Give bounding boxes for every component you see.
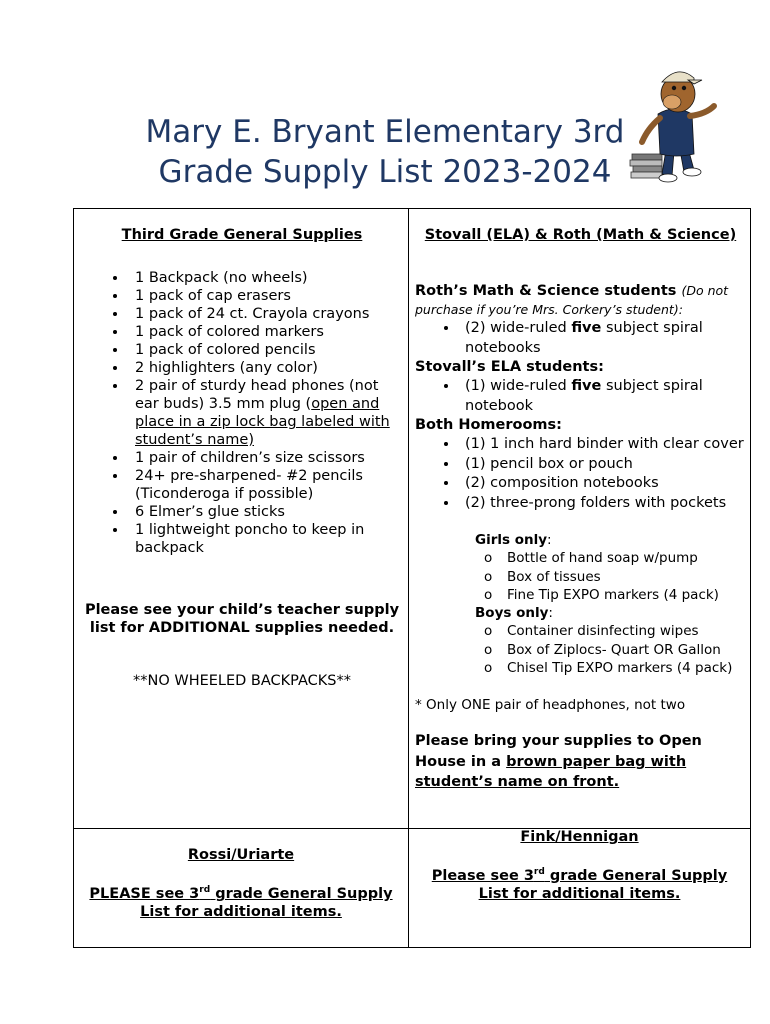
roth-note: (Do not (681, 283, 729, 298)
fink-hennigan-heading: Fink/Hennigan (520, 829, 639, 845)
girls-boys-section (415, 531, 746, 677)
page-title (100, 112, 670, 192)
stovall-roth-heading: Stovall (ELA) & Roth (Math & Science) (424, 227, 737, 243)
list-item: • 6 Elmer’s glue sticks (128, 503, 400, 521)
see-teacher-note: Please see your child’s teacher supply list for ADDITIONAL supplies needed. (84, 602, 400, 636)
item-text: subject spiral notebook (465, 378, 703, 414)
list-item: o Fine Tip EXPO markers (4 pack) (507, 586, 746, 604)
both-label: Both Homerooms (415, 417, 557, 433)
title-line-2: Grade Supply List 2023-2024 (158, 154, 612, 190)
both-homerooms-list (415, 435, 746, 513)
headphones-underlined-text: open and place in a zip lock bag labeled with student’s name) (135, 396, 390, 448)
item-text: (2) wide-ruled (465, 320, 572, 336)
stovall-roth-cell (409, 209, 751, 829)
list-item: • 1 pack of colored pencils (128, 341, 400, 359)
bring-supplies-note (415, 731, 746, 793)
bring-text: Please bring your supplies to Open House in a (415, 733, 702, 770)
superscript: rd (199, 885, 211, 895)
list-item: • (2) three-prong folders with pockets (459, 494, 746, 514)
list-item (459, 319, 746, 358)
bring-underlined-text: brown paper bag with student’s name on front. (415, 753, 687, 791)
list-item: • (1) 1 inch hard binder with clear cover (459, 435, 746, 455)
list-item: • 1 pair of children’s size scissors (128, 449, 400, 467)
rossi-uriarte-heading: Rossi/Uriarte (187, 847, 295, 863)
list-item: • 1 Backpack (no wheels) (128, 269, 400, 287)
list-item: • (1) pencil box or pouch (459, 455, 746, 475)
list-item (128, 377, 400, 449)
rossi-uriarte-cell (74, 829, 409, 948)
list-item: o Box of tissues (507, 568, 746, 586)
supply-table (73, 208, 751, 948)
girls-only-label: Girls only: (475, 532, 552, 548)
item-bold-text: five (571, 320, 602, 336)
both-homerooms-label: Both Homerooms: (415, 417, 562, 433)
bulldog-mascot-icon (628, 58, 722, 188)
list-item: o Chisel Tip EXPO markers (4 pack) (507, 659, 746, 677)
item-text: subject spiral notebooks (465, 320, 703, 356)
list-item (459, 377, 746, 416)
boys-label: Boys only (475, 605, 549, 622)
no-wheeled-backpacks-note: **NO WHEELED BACKPACKS** (132, 673, 351, 689)
list-item: • 1 pack of colored markers (128, 323, 400, 341)
list-item: o Box of Ziplocs- Quart OR Gallon (507, 641, 746, 659)
fink-hennigan-note (417, 863, 742, 903)
list-item: o Bottle of hand soap w/pump (507, 549, 746, 567)
stovall-section-label: Stovall’s ELA students: (415, 359, 604, 375)
list-item: • 24+ pre-sharpened- #2 pencils (Ticonderoga if possible) (128, 467, 400, 503)
boys-only-list (475, 622, 746, 677)
note-text: grade General Supply List for additional items. (478, 867, 728, 902)
note-text: PLEASE see 3 (89, 885, 200, 902)
roth-note-continued: purchase if you’re Mrs. Corkery’s student): (415, 302, 683, 317)
general-supplies-heading: Third Grade General Supplies (121, 227, 363, 243)
item-text: (1) wide-ruled (465, 378, 572, 394)
girls-label: Girls only (475, 532, 548, 548)
general-supplies-cell (74, 209, 409, 829)
list-item: • 2 highlighters (any color) (128, 359, 400, 377)
girls-only-list (475, 549, 746, 604)
general-supplies-list (84, 269, 400, 557)
headphones-note: * Only ONE pair of headphones, not two (415, 697, 686, 714)
roth-section-label (415, 281, 746, 301)
headphones-text: 2 pair of sturdy head phones (not ear buds) 3.5 mm plug ( (135, 378, 379, 412)
list-item: o Container disinfecting wipes (507, 622, 746, 640)
roth-label: Roth’s Math & Science students (415, 283, 677, 299)
title-line-1: Mary E. Bryant Elementary 3rd (145, 114, 625, 150)
boys-only-label: Boys only: (475, 605, 553, 622)
list-item: • 1 lightweight poncho to keep in backpack (128, 521, 400, 557)
list-item: • 1 pack of cap erasers (128, 287, 400, 305)
stovall-list (415, 377, 746, 416)
note-text: grade General Supply List for additional items. (140, 885, 393, 920)
roth-list (415, 319, 746, 358)
fink-hennigan-cell (409, 829, 751, 948)
rossi-uriarte-note (82, 881, 400, 921)
list-item: • 1 pack of 24 ct. Crayola crayons (128, 305, 400, 323)
superscript: rd (533, 867, 545, 877)
list-item: • (2) composition notebooks (459, 474, 746, 494)
note-text: Please see 3 (431, 867, 534, 884)
stovall-label: Stovall’s ELA students (415, 359, 599, 375)
item-bold-text: five (571, 378, 602, 394)
